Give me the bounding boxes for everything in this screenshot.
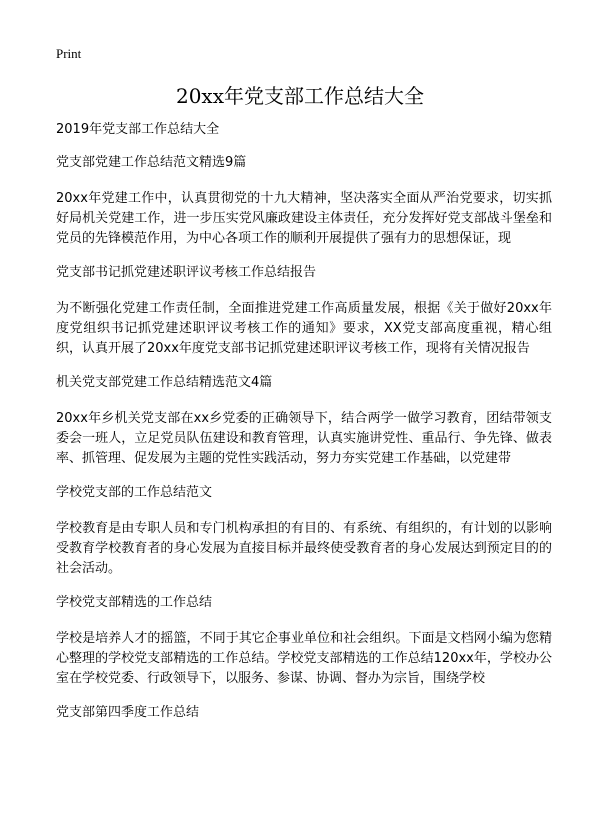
document-body bbox=[56, 120, 552, 739]
article-excerpt-5: 学校教育是由专职人员和专门机构承担的有目的、有系统、有组织的，有计划的以影响受教育学校教育者的身心发展为直接目标并最终使受教育者的身心发展达到预定目的的社会活动。 bbox=[56, 521, 552, 576]
article-link-3[interactable]: 党支部书记抓党建述职评议考核工作总结报告 bbox=[56, 265, 317, 280]
article-link-2[interactable]: 党支部党建工作总结范文精选9篇 bbox=[56, 155, 247, 170]
article-link-5[interactable]: 学校党支部的工作总结范文 bbox=[56, 485, 213, 500]
article-excerpt-6: 学校是培养人才的摇篮，不同于其它企事业单位和社会组织。下面是文档网小编为您精心整理的学校党支部精选的工作总结。学校党支部精选的工作总结120xx年，学校办公室在学校党委、行政领导下，以服务、参谋、协调、督办为宗旨，围绕学校 bbox=[56, 631, 552, 686]
article-link-1[interactable]: 2019年党支部工作总结大全 bbox=[56, 122, 220, 137]
article-excerpt-3: 为不断强化党建工作责任制，全面推进党建工作高质量发展，根据《关于做好20xx年度党组织书记抓党建述职评议考核工作的通知》要求，XX党支部高度重视，精心组织，认真开展了20xx年度党支部书记抓党建述职评议考核工作，现将有关情况报告 bbox=[56, 301, 552, 356]
document-title: 20xx年党支部工作总结大全 bbox=[175, 84, 424, 108]
article-excerpt-2: 20xx年党建工作中，认真贯彻党的十九大精神，坚决落实全面从严治党要求，切实抓好局机关党建工作，进一步压实党风廉政建设主体责任，充分发挥好党支部战斗堡垒和党员的先锋模范作用，为中心各项工作的顺利开展提供了强有力的思想保证，现 bbox=[56, 191, 552, 246]
article-excerpt-4: 20xx年乡机关党支部在xx乡党委的正确领导下，结合两学一做学习教育，团结带领支委会一班人，立足党员队伍建设和教育管理，认真实施讲党性、重品行、争先锋、做表率、抓管理、促发展为主题的党性实践活动，努力夯实党建工作基础，以党建带 bbox=[56, 411, 552, 466]
article-link-4[interactable]: 机关党支部党建工作总结精选范文4篇 bbox=[56, 375, 273, 390]
article-link-6[interactable]: 学校党支部精选的工作总结 bbox=[56, 595, 213, 610]
article-link-7[interactable]: 党支部第四季度工作总结 bbox=[56, 705, 200, 720]
print-link[interactable]: Print bbox=[56, 46, 82, 61]
